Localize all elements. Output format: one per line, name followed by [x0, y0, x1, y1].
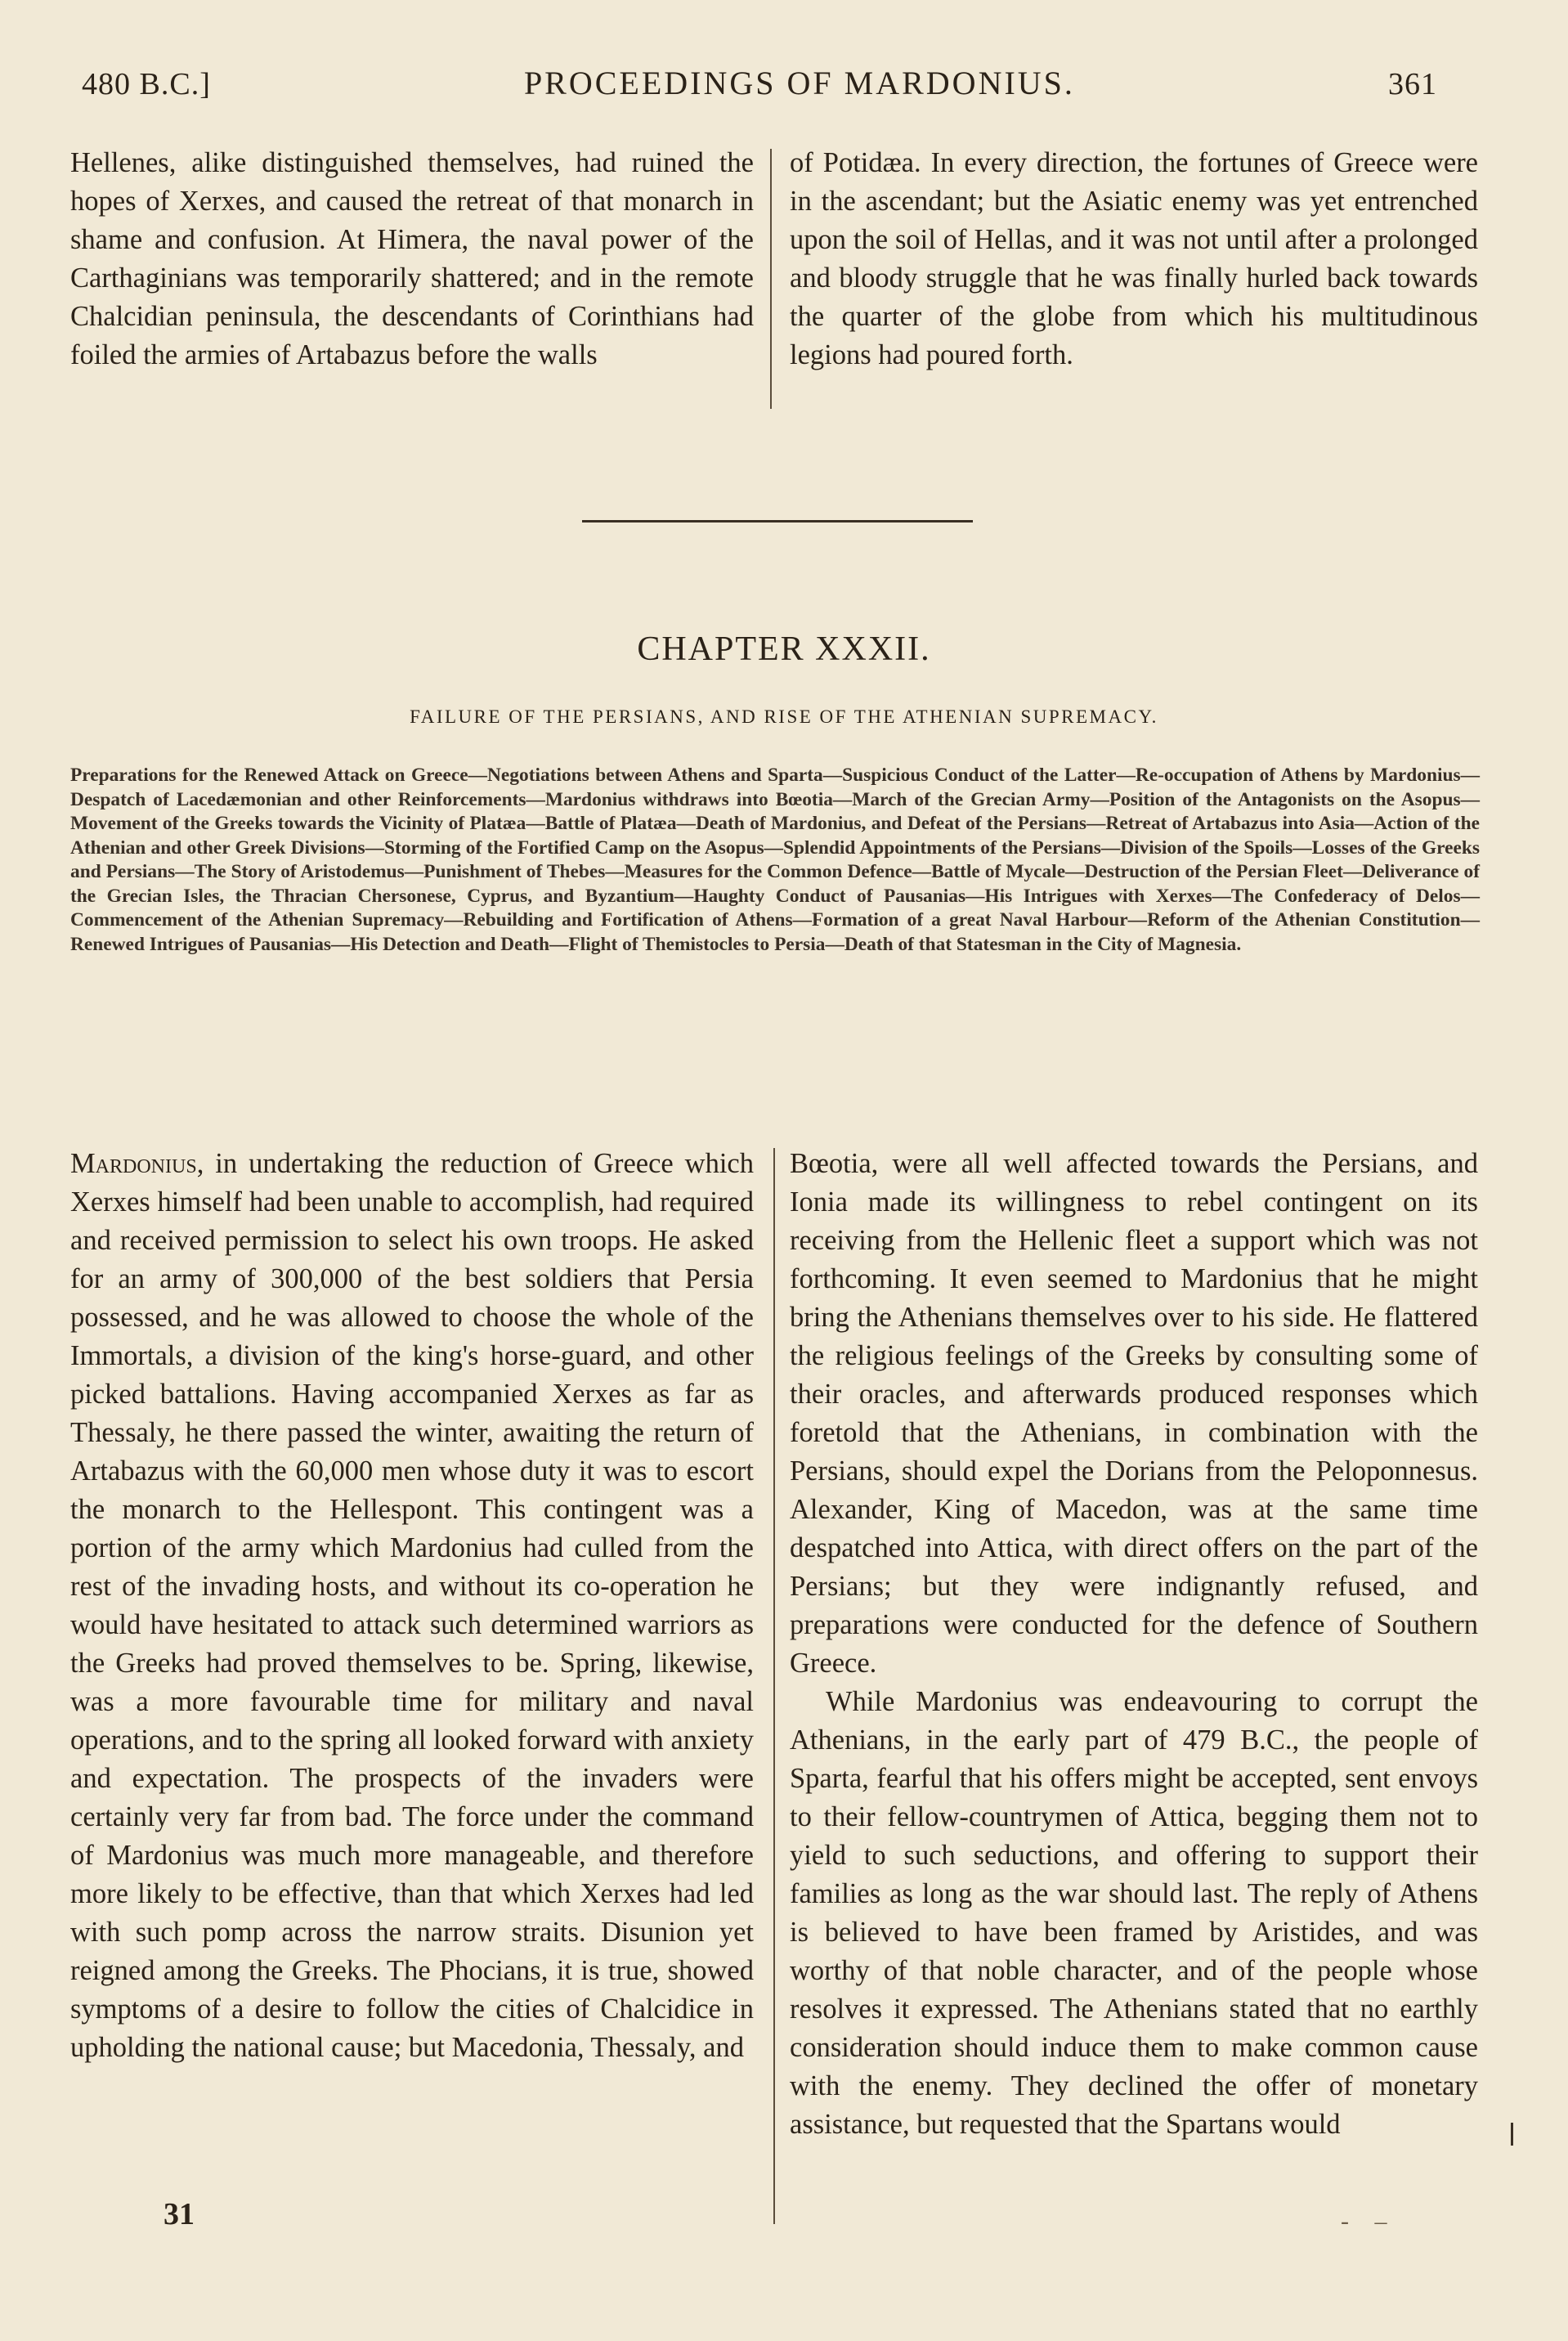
main-right-column	[790, 1145, 1478, 2144]
lead-word: Mardonius	[70, 1148, 197, 1179]
column-divider-main	[773, 1148, 775, 2224]
header-title: PROCEEDINGS OF MARDONIUS.	[523, 65, 1075, 101]
main-right-paragraph-1: Bœotia, were all well affected towards the Persians, and Ionia made its willingness to rebel contingent on its receiving from the Hellenic fleet a support which was not forthcoming. It even seemed to Mardonius that he might bring the Athenians themselves over to his side. He flattered the religious feelings of the Greeks by consulting some of their oracles, and afterwards produced responses which foretold that the Athenians, in combination with the Persians, should expel the Dorians from the Peloponnesus. Alexander, King of Macedon, was at the same time despatched into Attica, with direct offers on the part of the Persians; but they were indignantly refused, and preparations were conducted for the defence of Southern Greece.	[790, 1148, 1478, 1679]
chapter-title: CHAPTER XXXII.	[637, 630, 931, 668]
margin-mark	[1511, 2123, 1513, 2146]
chapter-synopsis: Preparations for the Renewed Attack on Greece—Negotiations between Athens and Sparta—Suspicious Conduct of the Latter—Re-occupation of Athens by Mardonius—Despatch of Lacedæmonian and other Reinforcements—Mardonius withdraws into Bœotia—March of the Grecian Army—Position of the Antagonists on the Asopus—Movement of the Greeks towards the Vicinity of Platæa—Battle of Platæa—Death of Mardonius, and Defeat of the Persians—Retreat of Artabazus into Asia—Action of the Athenian and other Greek Divisions—Storming of the Fortified Camp on the Asopus—Splendid Appointments of the Persians—Division of the Spoils—Losses of the Greeks and Persians—The Story of Aristodemus—Punishment of Thebes—Measures for the Common Defence—Battle of Mycale—Destruction of the Persian Fleet—Deliverance of the Grecian Isles, the Thracian Chersonese, Cyprus, and Byzantium—Haughty Conduct of Pausanias—His Intrigues with Xerxes—The Confederacy of Delos—Commencement of the Athenian Supremacy—Rebuilding and Fortification of Athens—Formation of a great Naval Harbour—Reform of the Athenian Constitution—Renewed Intrigues of Pausanias—His Detection and Death—Flight of Themistocles to Persia—Death of that Statesman in the City of Magnesia.	[70, 765, 1480, 955]
section-divider-rule	[582, 520, 973, 522]
main-left-column	[70, 1145, 754, 2067]
footer-dash: - –	[1341, 2208, 1397, 2235]
signature-mark: 31	[164, 2197, 195, 2231]
top-left-paragraph: Hellenes, alike distinguished themselves, had ruined the hopes of Xerxes, and caused the retreat of that monarch in shame and confusion. At Himera, the naval power of the Carthaginians was temporarily shattered; and in the remote Chalcidian peninsula, the descendants of Corinthians had foiled the armies of Artabazus before the walls	[70, 147, 754, 370]
chapter-subtitle: FAILURE OF THE PERSIANS, AND RISE OF THE ATHENIAN SUPREMACY.	[410, 706, 1158, 727]
main-right-paragraph-2: While Mardonius was endeavouring to corrupt the Athenians, in the early part of 479 B.C., the people of Sparta, fearful that his offers might be accepted, sent envoys to their fellow-countrymen of Attica, begging them not to yield to such seductions, and offering to support their families as long as the war should last. The reply of Athens is believed to have been framed by Aristides, and was worthy of that noble character, and of the people whose resolves it expressed. The Athenians stated that no earthly consideration should induce them to make common cause with the enemy. They declined the offer of monetary assistance, but requested that the Spartans would	[790, 1686, 1478, 2140]
top-left-column	[70, 144, 754, 374]
header-page-number: 361	[1387, 67, 1437, 101]
running-header	[82, 64, 1437, 121]
top-right-paragraph: of Potidæa. In every direction, the fortunes of Greece were in the ascendant; but the Asiatic enemy was yet entrenched upon the soil of Hellas, and it was not until after a prolonged and bloody struggle that he was finally hurled back towards the quarter of the globe from which his multitudinous legions had poured forth.	[790, 147, 1478, 370]
top-right-column	[790, 144, 1478, 374]
main-left-paragraph	[70, 1145, 754, 2067]
column-divider-top	[770, 149, 772, 409]
header-date: 480 B.C.]	[82, 67, 211, 101]
main-left-body: , in undertaking the reduction of Greece which Xerxes himself had been unable to accomplish, had required and received permission to select his own troops. He asked for an army of 300,000 of the best soldiers that Persia possessed, and he was allowed to choose the whole of the Immortals, a division of the king's horse-guard, and other picked battalions. Having accompanied Xerxes as far as Thessaly, he there passed the winter, awaiting the return of Artabazus with the 60,000 men whose duty it was to escort the monarch to the Hellespont. This contingent was a portion of the army which Mardonius had culled from the rest of the invading hosts, and without its co-operation he would have hesitated to attack such determined warriors as the Greeks had proved themselves to be. Spring, likewise, was a more favourable time for military and naval operations, and to the spring all looked forward with anxiety and expectation. The prospects of the invaders were certainly very far from bad. The force under the command of Mardonius was much more manageable, and therefore more likely to be effective, than that which Xerxes had led with such pomp across the narrow straits. Disunion yet reigned among the Greeks. The Phocians, it is true, showed symptoms of a desire to follow the cities of Chalcidice in upholding the national cause; but Macedonia, Thessaly, and	[70, 1148, 754, 2063]
